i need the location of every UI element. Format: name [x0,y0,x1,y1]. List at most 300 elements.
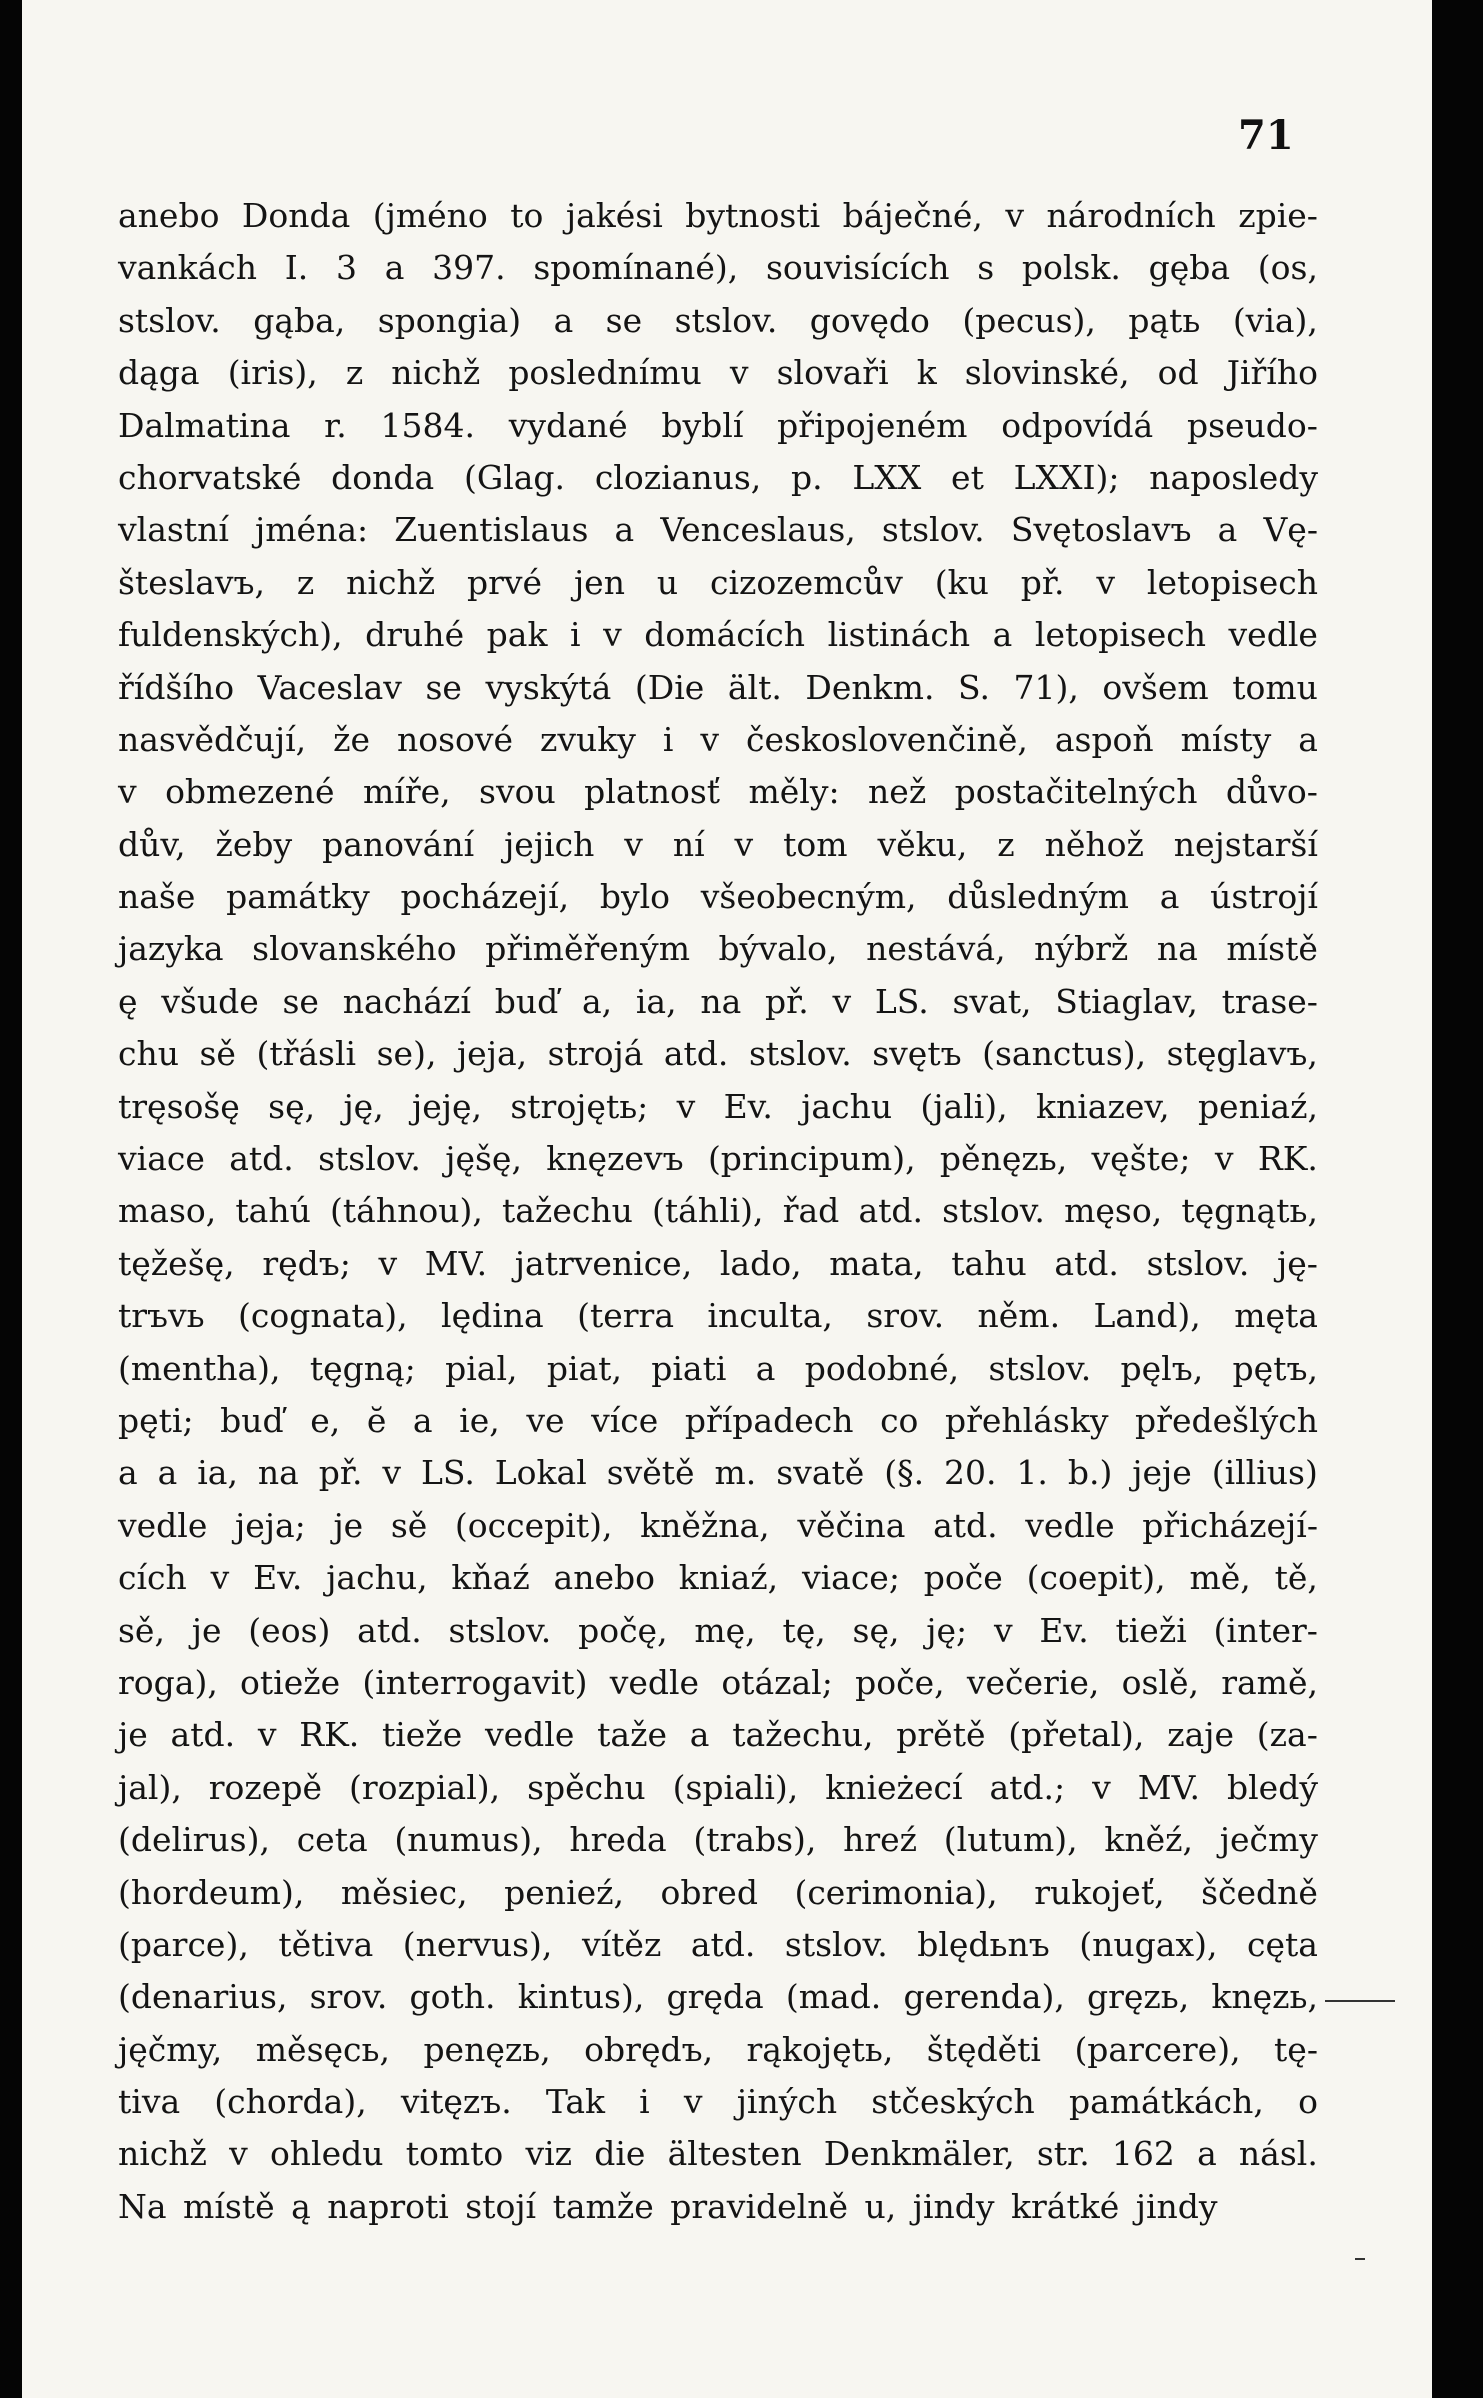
word: str. [1036,2134,1090,2174]
word: kintus), [517,1977,645,2017]
word: stslov. [318,1139,421,1179]
word: a [384,248,405,288]
word: trъvь [118,1296,205,1336]
word: se [282,981,319,1021]
word: spongia) [377,300,522,340]
word: z [345,353,364,393]
word: jęčmy, [118,2029,223,2069]
word: přiměřeným [485,929,690,969]
word: 162 [1111,2134,1175,2174]
word: cích [118,1558,187,1598]
page-number: 71 [1238,112,1294,159]
word: tęžešę, [118,1243,235,1283]
text-line [118,1133,1318,1185]
word: to [510,196,544,235]
word: e, [310,1400,341,1440]
word: pěnęzь, [939,1139,1068,1179]
word: (ku [934,562,989,602]
text-line [118,923,1318,975]
word: stčeských [871,2082,1035,2122]
word: na [257,1453,299,1493]
word: (Die [634,667,705,707]
word: tręsošę [118,1086,240,1126]
word: v [993,1610,1013,1650]
word: je [191,1610,222,1650]
word: stslov. [881,510,985,550]
text-line [118,714,1318,766]
word: (trabs), [693,1820,817,1860]
word: podobné, [804,1348,960,1388]
word: jachu [801,1086,893,1126]
word: přicházejí- [1142,1505,1318,1545]
text-line [118,1395,1318,1447]
word: a [1197,2134,1217,2174]
word: anebo [118,196,220,235]
word: obrędъ, [584,2029,714,2069]
word: strojętь; [510,1086,649,1126]
word: chorvatské [118,457,302,497]
word: ĕ [366,1400,387,1440]
word: v [378,1243,398,1283]
word: jejich [504,824,595,864]
word: jęšę, [445,1139,522,1179]
word: Vaceslav [257,667,402,707]
word: LS. [874,981,929,1021]
word: LXXI); [1013,457,1120,497]
word: že [333,719,371,759]
word: gerenda), [903,1977,1065,2017]
word: nosové [396,719,514,759]
word: bytnosti [685,196,821,235]
word: svatě [776,1453,865,1493]
text-line [118,662,1318,714]
word: na [1156,929,1198,969]
word: se), [376,1034,437,1074]
word: tomu [1232,667,1318,707]
word: panování [322,824,475,864]
word: tažechu [502,1191,633,1231]
word: i [569,615,581,655]
word: jeje [1132,1453,1192,1493]
word: ní [672,824,705,864]
word: předešlých [1135,1400,1318,1440]
word: atd. [690,1924,756,1964]
word: stslov. [448,1610,552,1650]
word: pocházejí, [400,877,570,917]
word: večerie, [966,1662,1100,1702]
word: r. [324,405,347,445]
word: buď [494,981,559,1021]
text-line [118,1867,1318,1919]
word: hreź [843,1820,918,1860]
word: stslov. [118,300,221,340]
word: (principum), [707,1139,916,1179]
word: oslě, [1121,1662,1199,1702]
word: v [700,719,720,759]
word: vedle [1025,1505,1115,1545]
word: (delirus), [118,1820,270,1860]
word: poče, [855,1662,945,1702]
text-line [118,1657,1318,1709]
word: ceta [296,1820,368,1860]
word: v [257,1715,277,1755]
word: (jali), [920,1086,1008,1126]
word: a [755,1348,776,1388]
word: buď [220,1400,284,1440]
word: sě [390,1505,428,1545]
word: chu [118,1034,179,1074]
word: polsk. [1021,248,1121,288]
word: nichž [118,2134,207,2174]
text-line [118,1028,1318,1080]
word: (parce), [118,1924,249,1964]
word: RK. [299,1715,360,1755]
word: (cerimonia), [794,1872,998,1912]
text-line: Na místě ą naproti stojí tamže pravidelně u, jindy krátké jindy [118,2186,1218,2226]
text-line [118,976,1318,1028]
word: stslov. [942,1191,1045,1231]
word: fuldenských), [118,615,343,655]
word: věčina [797,1505,906,1545]
word: pęti; [118,1400,194,1440]
word: v [1214,1139,1234,1179]
text-line [118,1185,1318,1237]
text-line [118,766,1318,818]
word: ramě, [1221,1662,1318,1702]
text-line [118,609,1318,661]
word: měly: [748,772,840,812]
body-text [118,190,1318,2233]
scan-edge-left [0,0,22,2398]
text-line [118,242,1318,294]
text-line [118,1971,1318,2023]
text-line [118,1238,1318,1290]
word: a [157,1453,178,1493]
text-line [118,1447,1318,1499]
word: et [951,457,984,497]
word: srov. [866,1296,945,1336]
text-line [118,295,1318,347]
word: (eos) [248,1610,331,1650]
word: svętъ [872,1034,962,1074]
word: vankách [118,248,257,288]
scan-edge-right [1432,0,1483,2398]
word: odpovídá [1001,405,1154,445]
word: mę, [694,1610,756,1650]
word: a [689,1715,710,1755]
word: o [1298,2082,1318,2122]
word: v [382,1453,402,1493]
word: viace [118,1139,205,1179]
word: tětiva [278,1924,374,1964]
text-line [118,2128,1318,2180]
word: lado, [719,1243,802,1283]
word: otieže [240,1662,341,1702]
word: sě, [118,1610,165,1650]
word: tiva [118,2082,181,2122]
word: jeję, [412,1086,483,1126]
word: obmezené [165,772,335,812]
text-line [118,504,1318,556]
word: stęglavъ, [1166,1034,1318,1074]
word: Svętoslavъ [1010,510,1192,550]
word: (táhnou), [330,1191,483,1231]
word: místě [1226,929,1318,969]
word: v [832,981,852,1021]
word: platnosť [584,772,721,812]
word: památky [226,877,370,917]
word: kněžna, [640,1505,770,1545]
word: letopisech [1146,562,1318,602]
margin-dash-mark [1355,2258,1365,2260]
word: slovaři [776,353,889,393]
word: Dalmatina [118,405,291,445]
word: př. [765,981,809,1021]
word: nasvědčují, [118,719,307,759]
word: (nugax), [1079,1924,1218,1964]
word: MV. [424,1243,488,1283]
word: ohledu [269,2134,384,2174]
word: s [977,248,995,288]
word: důsledným [947,877,1129,917]
word: atd. [170,1715,236,1755]
word: je [333,1505,364,1545]
word: lędina [441,1296,544,1336]
word: vitęzъ. [400,2082,512,2122]
word: ę [118,981,138,1021]
word: pseudo- [1186,405,1318,445]
word: m. [714,1453,757,1493]
word: strojá [547,1034,644,1074]
word: blędьnъ [917,1924,1050,1964]
word: ia, [635,981,677,1021]
text-line [118,190,1318,242]
word: atd. [933,1505,998,1545]
word: kniaź, [678,1558,779,1598]
word: stslov. [674,300,778,340]
word: ję- [1276,1243,1318,1283]
word: vęšte; [1091,1139,1191,1179]
word: případech [684,1400,854,1440]
word: Land), [1093,1296,1201,1336]
word: i [639,2082,650,2122]
text-line [118,557,1318,609]
word: svat, [952,981,1032,1021]
word: v [603,615,622,655]
word: 1584. [380,405,476,445]
text-line [118,2076,1318,2128]
word: tieže [381,1715,463,1755]
word: míře, [362,772,451,812]
word: dův, [118,824,186,864]
word: spěchu [527,1767,646,1807]
word: z [296,562,315,602]
word: kniazev, [1036,1086,1170,1126]
word: postačitelných [954,772,1198,812]
text-line [118,1081,1318,1133]
word: vlastní [118,510,229,550]
word: govędo [809,300,930,340]
word: (spiali), [672,1767,799,1807]
word: die [594,2134,646,2174]
text-line [118,452,1318,504]
word: a [118,1453,138,1493]
word: rąkojętь, [746,2029,894,2069]
word: (rozpial), [348,1767,501,1807]
text-line [118,2024,1318,2076]
word: knieżecí [825,1767,963,1807]
word: Tak [545,2082,606,2122]
word: nestává, [866,929,1006,969]
word: jen [573,562,625,602]
word: (mentha), [118,1348,281,1388]
word: atd. [357,1610,422,1650]
word: naše [118,877,196,917]
word: 71), [1013,667,1079,707]
word: řídšího [118,667,235,707]
word: piat, [546,1348,622,1388]
word: LXX [852,457,922,497]
word: tažechu, [732,1715,874,1755]
word: (chorda), [214,2082,367,2122]
word: anebo [553,1558,655,1598]
word: na [700,981,742,1021]
word: než [868,772,927,812]
word: bledý [1227,1767,1318,1807]
word: nýbrž [1034,929,1129,969]
word: (cognata), [238,1296,408,1336]
word: zaje [1167,1715,1235,1755]
word: pątь [1128,300,1201,340]
word: aspoň [1054,719,1154,759]
word: atd. [663,1034,729,1074]
word: prětě [896,1715,986,1755]
word: 20. [944,1453,997,1493]
word: ovšem [1102,667,1209,707]
word: měsęcь, [255,2029,390,2069]
word: jeja, [456,1034,528,1074]
word: štęděti [926,2029,1041,2069]
word: vedle [609,1662,700,1702]
word: poče [923,1558,1003,1598]
word: 397. [432,248,506,288]
word: jachu, [326,1558,428,1598]
word: Ev. [723,1086,773,1126]
word: męta [1234,1296,1318,1336]
word: (třásli [256,1034,357,1074]
word: tě, [1274,1558,1318,1598]
word: památkách, [1068,2082,1264,2122]
word: vydané [508,405,628,445]
word: od [1157,353,1199,393]
word: ältesten [667,2134,802,2174]
word: trase- [1221,981,1318,1021]
word: jména: [255,510,369,550]
word: p. [791,457,823,497]
word: Jiřího [1226,353,1318,393]
word: vyskýtá [485,667,612,707]
text-line [118,1500,1318,1552]
word: (nervus), [402,1924,553,1964]
word: u [656,562,679,602]
word: a [553,300,574,340]
word: pial, [445,1348,518,1388]
word: tę, [782,1610,826,1650]
word: sę, [852,1610,900,1650]
word: v [729,353,749,393]
text-line [118,400,1318,452]
word: něm. [977,1296,1061,1336]
word: LS. [420,1453,475,1493]
word: a [1298,719,1318,759]
word: viz [525,2134,573,2174]
word: bývalo, [718,929,838,969]
word: je [118,1715,148,1755]
word: co [880,1400,919,1440]
word: se [605,300,643,340]
word: v [1005,196,1025,235]
text-line [118,819,1318,871]
word: dąga [118,353,200,393]
word: násl. [1238,2134,1318,2174]
text-line [118,1709,1318,1761]
word: v [118,772,137,812]
word: věku, [877,824,968,864]
word: tieži [1115,1610,1187,1650]
word: nachází [342,981,471,1021]
word: (§. [884,1453,925,1493]
word: slovinské, [964,353,1130,393]
word: jiných [736,2082,838,2122]
word: žeby [215,824,293,864]
word: pak [486,615,548,655]
word: druhé [365,615,465,655]
word: místy [1180,719,1272,759]
text-line [118,1814,1318,1866]
word: hreda [569,1820,667,1860]
word: ščedně [1201,1872,1318,1912]
word: sę, [268,1086,316,1126]
word: stslov. [784,1924,888,1964]
word: ję, [343,1086,384,1126]
word: taže [597,1715,667,1755]
word: ječmy [1219,1820,1318,1860]
text-line [118,1605,1318,1657]
word: (via), [1232,300,1318,340]
word: jazyka [118,929,224,969]
word: penęzь, [423,2029,551,2069]
word: (parcere), [1074,2029,1241,2069]
word: knęzevъ [546,1139,684,1179]
word: vítěz [581,1924,662,1964]
word: Donda [241,196,351,235]
word: tom [783,824,848,864]
word: vedle [1228,615,1318,655]
word: goth. [409,1977,496,2017]
word: a [614,510,635,550]
word: S. [958,667,990,707]
word: RK. [1257,1139,1318,1179]
word: (interrogavit) [362,1662,588,1702]
word: gręda [666,1977,764,2017]
word: tę- [1274,2029,1318,2069]
text-line [118,1919,1318,1971]
word: gręzь, [1086,1977,1190,2017]
word: pętъ, [1232,1348,1318,1388]
word: všude [161,981,259,1021]
word: rędъ; [262,1243,351,1283]
word: zpie- [1238,196,1318,235]
